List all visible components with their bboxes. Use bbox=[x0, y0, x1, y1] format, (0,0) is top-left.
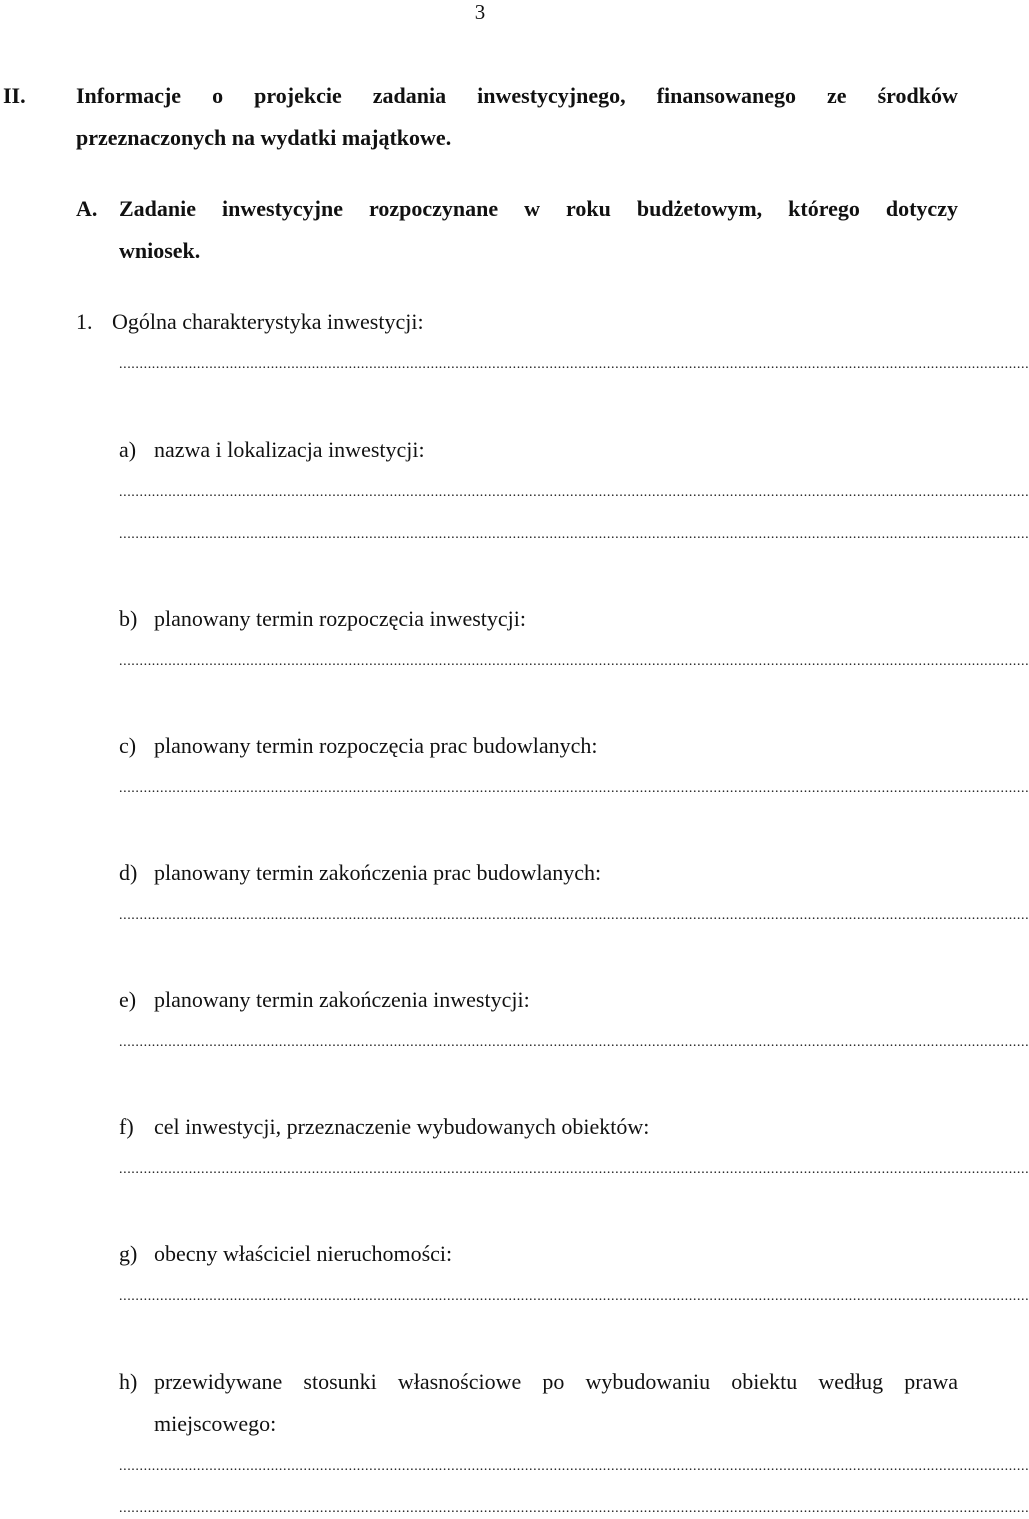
item-label-a: nazwa i lokalizacja inwestycji: bbox=[154, 437, 425, 462]
section-title-word: inwestycyjnego, bbox=[477, 83, 626, 108]
page-number: 3 bbox=[474, 0, 486, 24]
item-label-d: planowany termin zakończenia prac budowlanych: bbox=[154, 860, 602, 885]
item-h-word: według bbox=[818, 1369, 884, 1394]
section-title-line1 bbox=[76, 85, 958, 107]
answer-line-a-1[interactable]: .............................................................................................................................................................................................................................. bbox=[119, 485, 1029, 500]
answer-line-g[interactable]: .............................................................................................................................................................................................................................. bbox=[119, 1289, 1029, 1304]
answer-line-point1[interactable]: .............................................................................................................................................................................................................................. bbox=[119, 357, 1029, 372]
subsection-letter: A. bbox=[76, 196, 98, 221]
item-letter-h: h) bbox=[119, 1369, 138, 1394]
item-label-g: obecny właściciel nieruchomości: bbox=[154, 1241, 453, 1266]
item-h-word: stosunki bbox=[303, 1369, 377, 1394]
subsection-title-word: budżetowym, bbox=[636, 196, 763, 221]
answer-line-a-2[interactable]: .............................................................................................................................................................................................................................. bbox=[119, 527, 1029, 542]
item-letter-e: e) bbox=[119, 987, 137, 1012]
answer-line-c[interactable]: .............................................................................................................................................................................................................................. bbox=[119, 781, 1029, 796]
answer-line-h-2[interactable]: .............................................................................................................................................................................................................................. bbox=[119, 1501, 1029, 1516]
section-title-word: Informacje bbox=[76, 83, 182, 108]
item-label-b: planowany termin rozpoczęcia inwestycji: bbox=[154, 606, 527, 631]
section-title-word: projekcie bbox=[254, 83, 342, 108]
item-letter-b: b) bbox=[119, 606, 138, 631]
item-h-word: obiektu bbox=[731, 1369, 798, 1394]
answer-line-b[interactable]: .............................................................................................................................................................................................................................. bbox=[119, 654, 1029, 669]
subsection-title-word: inwestycyjne bbox=[222, 196, 344, 221]
item-label-e: planowany termin zakończenia inwestycji: bbox=[154, 987, 530, 1012]
item-letter-a: a) bbox=[119, 437, 137, 462]
subsection-title-word: Zadanie bbox=[119, 196, 197, 221]
subsection-title-word: dotyczy bbox=[885, 196, 958, 221]
subsection-title-word: roku bbox=[566, 196, 611, 221]
item-label-h-line1 bbox=[154, 1371, 958, 1393]
item-label-f: cel inwestycji, przeznaczenie wybudowanych obiektów: bbox=[154, 1114, 650, 1139]
item-label-c: planowany termin rozpoczęcia prac budowlanych: bbox=[154, 733, 598, 758]
item-letter-d: d) bbox=[119, 860, 138, 885]
section-title-word: środków bbox=[877, 83, 958, 108]
section-title-word: zadania bbox=[372, 83, 447, 108]
item-h-word: wybudowaniu bbox=[585, 1369, 711, 1394]
subsection-title-word: którego bbox=[788, 196, 860, 221]
item-h-word: własnościowe bbox=[397, 1369, 522, 1394]
answer-line-h-1[interactable]: .............................................................................................................................................................................................................................. bbox=[119, 1459, 1029, 1474]
subsection-title-word: w bbox=[524, 196, 541, 221]
section-title-word: o bbox=[212, 83, 224, 108]
item-label-h-line2: miejscowego: bbox=[154, 1411, 277, 1436]
item-h-word: przewidywane bbox=[154, 1369, 283, 1394]
answer-line-e[interactable]: .............................................................................................................................................................................................................................. bbox=[119, 1035, 1029, 1050]
item-letter-f: f) bbox=[119, 1114, 134, 1139]
answer-line-d[interactable]: .............................................................................................................................................................................................................................. bbox=[119, 908, 1029, 923]
subsection-title-line1 bbox=[119, 198, 958, 220]
item-letter-c: c) bbox=[119, 733, 137, 758]
section-number: II. bbox=[3, 83, 26, 108]
answer-line-f[interactable]: .............................................................................................................................................................................................................................. bbox=[119, 1162, 1029, 1177]
item-h-word: po bbox=[542, 1369, 565, 1394]
item-h-word: prawa bbox=[904, 1369, 958, 1394]
section-title-word: ze bbox=[827, 83, 847, 108]
point-number: 1. bbox=[76, 309, 93, 334]
subsection-title-word: rozpoczynane bbox=[369, 196, 499, 221]
section-title-word: finansowanego bbox=[656, 83, 797, 108]
section-title-line2: przeznaczonych na wydatki majątkowe. bbox=[76, 125, 452, 150]
item-letter-g: g) bbox=[119, 1241, 138, 1266]
point-label: Ogólna charakterystyka inwestycji: bbox=[112, 309, 424, 334]
subsection-title-line2: wniosek. bbox=[119, 238, 201, 263]
